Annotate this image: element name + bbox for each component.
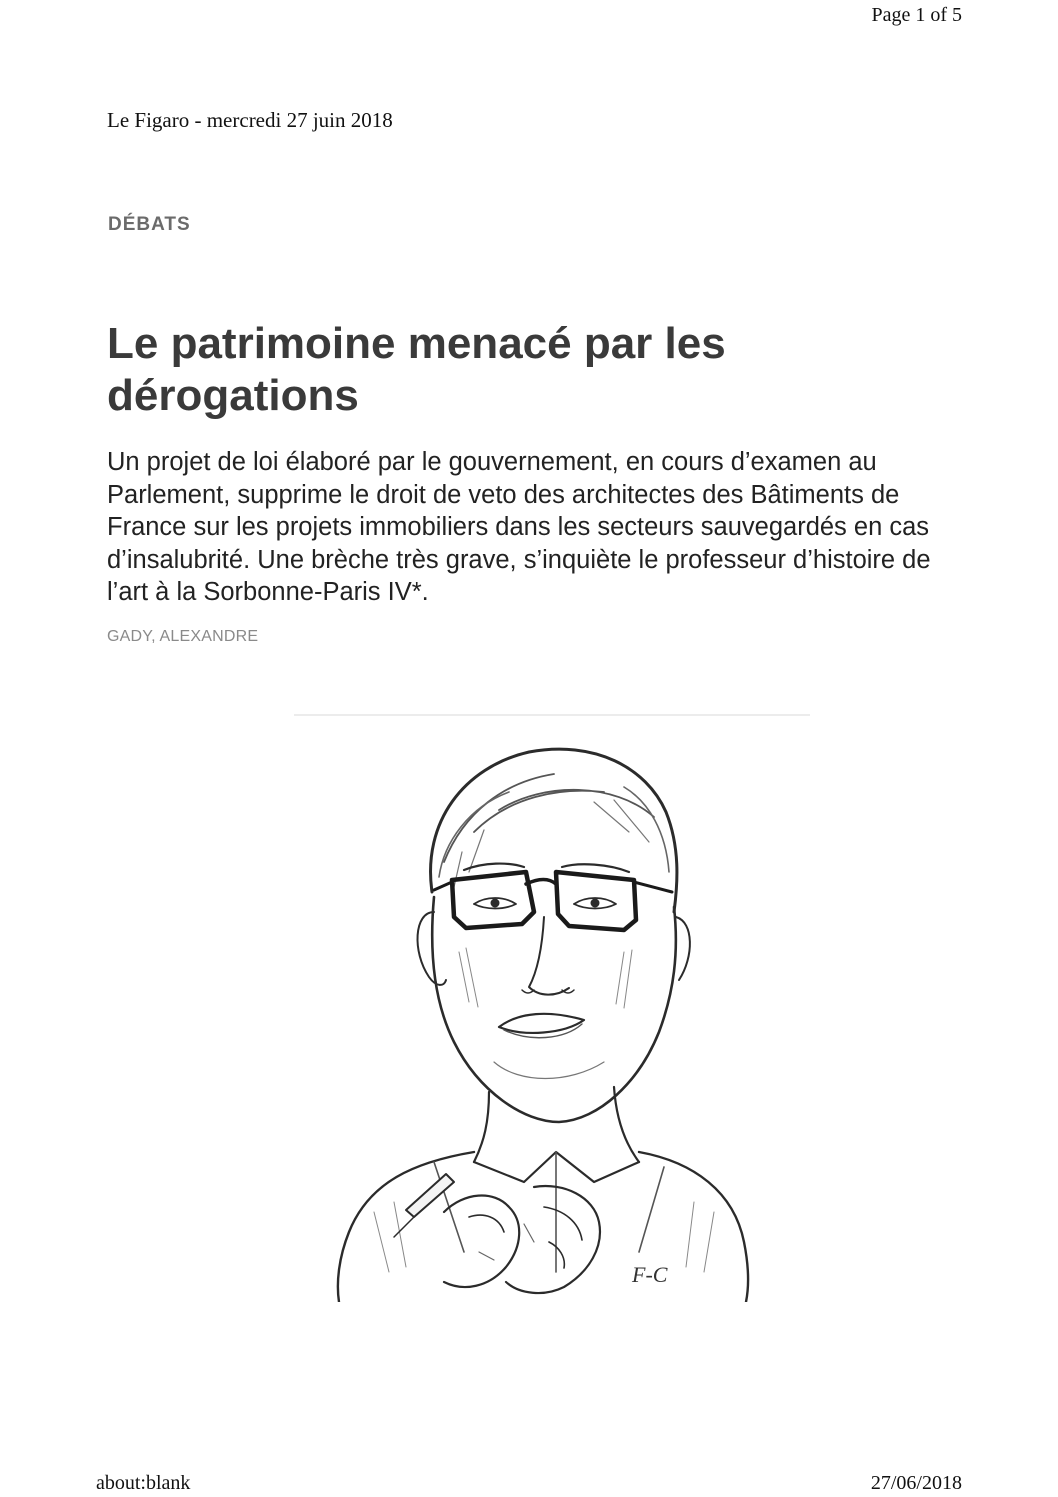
portrait-sketch — [294, 712, 810, 1302]
section-label: DÉBATS — [108, 214, 191, 235]
article-headline: Le patrimoine menacé par les dérogations — [107, 319, 726, 420]
page-number: Page 1 of 5 — [871, 4, 962, 26]
source-line: Le Figaro - mercredi 27 juin 2018 — [107, 108, 393, 132]
illustration-signature: F-C — [632, 1262, 668, 1287]
article-byline: GADY, ALEXANDRE — [107, 628, 259, 645]
article-standfirst: Un projet de loi élaboré par le gouvernement, en cours d’examen au Parlement, supprime le droit de veto des architectes des Bâtiments de France sur les projets immobiliers dans les secteurs sauvegardés en cas d’insalubrité. Une brèche très grave, s’inquiète le professeur d’histoire de l’art à la Sorbonne-Paris IV*. — [107, 448, 931, 606]
footer-date: 27/06/2018 — [870, 1472, 962, 1494]
footer-url: about:blank — [96, 1472, 191, 1494]
portrait-illustration — [294, 712, 810, 1302]
